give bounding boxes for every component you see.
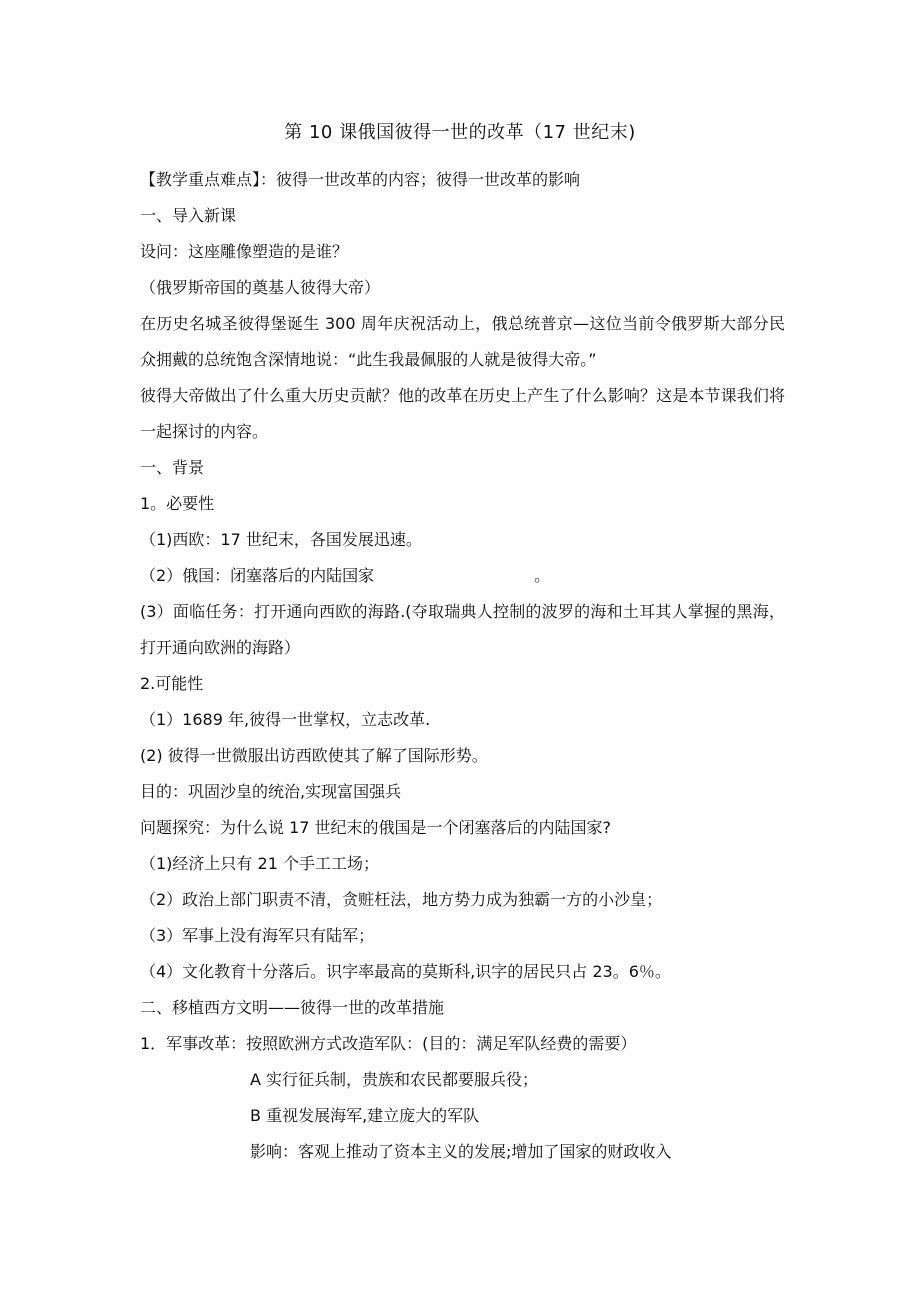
necessity-item-2: （2）俄国：闭塞落后的内陆国家 。 [140,566,551,585]
question-line: 设问：这座雕像塑造的是谁？ [140,242,349,261]
inquiry-item-3: （3）军事上没有海军只有陆军； [140,926,375,945]
subheading-necessity: 1。必要性 [140,494,215,513]
section-heading-background: 一、背景 [140,458,205,477]
inquiry-question: 问题探究：为什么说 17 世纪末的俄国是一个闭塞落后的内陆国家? [140,818,612,837]
necessity-item-1: （1)西欧：17 世纪末，各国发展迅速。 [140,530,422,549]
document-body [140,162,785,1170]
subheading-possibility: 2.可能性 [140,674,204,693]
answer-line: （俄罗斯帝国的奠基人彼得大帝） [140,278,381,297]
section-heading-reforms: 二、移植西方文明——彼得一世的改革措施 [140,998,445,1017]
document-title: 第 10 课俄国彼得一世的改革（17 世纪末) [284,122,636,143]
intro-question-paragraph: 彼得大帝做出了什么重大历史贡献？他的改革在历史上产生了什么影响？这是本节课我们将一起探讨的内容。 [140,386,785,441]
putin-quote-paragraph: 在历史名城圣彼得堡诞生 300 周年庆祝活动上，俄总统普京—这位当前令俄罗斯大部分民众拥戴的总统饱含深情地说：“此生我最佩服的人就是彼得大帝。” [140,314,785,369]
purpose-line: 目的：巩固沙皇的统治,实现富国强兵 [140,782,402,801]
military-reform-heading: 1．军事改革：按照欧洲方式改造军队：(目的：满足军队经费的需要） [140,1034,637,1053]
military-reform-item-a: A 实行征兵制，贵族和农民都要服兵役； [250,1070,539,1089]
inquiry-item-1: （1)经济上只有 21 个手工工场； [140,854,379,873]
necessity-item-3: (3）面临任务：打开通向西欧的海路.(夺取瑞典人控制的波罗的海和土耳其人掌握的黑海，打开通向欧洲的海路） [140,602,785,657]
possibility-item-1: （1）1689 年,彼得一世掌权，立志改革. [140,710,431,729]
possibility-item-2: (2) 彼得一世微服出访西欧使其了解了国际形势。 [140,746,488,765]
key-points-line: 【教学重点难点】：彼得一世改革的内容；彼得一世改革的影响 [140,170,581,189]
military-reform-item-b: B 重视发展海军,建立庞大的军队 [250,1106,480,1125]
inquiry-item-2: （2）政治上部门职责不清，贪赃枉法，地方势力成为独霸一方的小沙皇； [140,890,663,909]
military-reform-impact: 影响：客观上推动了资本主义的发展;增加了国家的财政收入 [250,1142,672,1161]
section-heading-intro: 一、导入新课 [140,206,237,225]
inquiry-item-4: （4）文化教育十分落后。识字率最高的莫斯科,识字的居民只占 23。6％。 [140,962,671,981]
